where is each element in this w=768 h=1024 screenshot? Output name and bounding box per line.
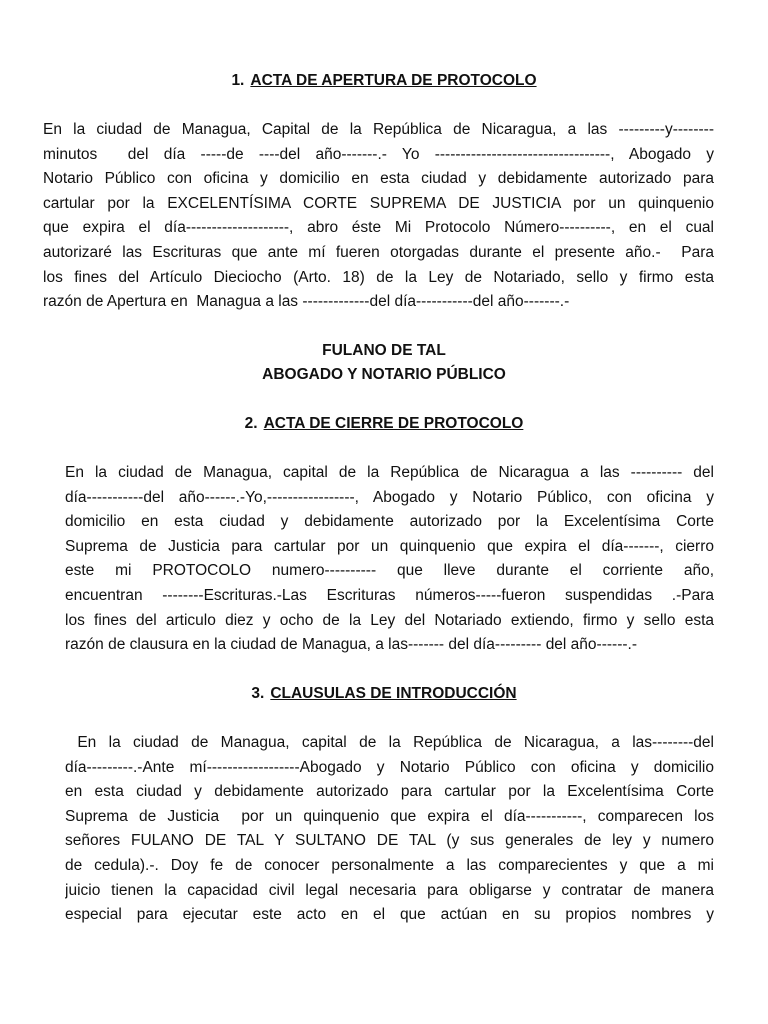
paragraph-line: domicilio en esta ciudad y debidamente autorizado por la Excelentísima Corte [65, 513, 714, 531]
paragraph-line: cartular por la EXCELENTÍSIMA CORTE SUPREMA DE JUSTICIA por un quinquenio [43, 194, 714, 212]
signature-name: FULANO DE TAL [322, 342, 446, 359]
signature-role: ABOGADO Y NOTARIO PÚBLICO [262, 366, 506, 383]
signature-block [0, 339, 768, 387]
paragraph-line: este mi PROTOCOLO numero---------- que lleve durante el corriente año, [65, 562, 714, 580]
paragraph-line: Notario Público con oficina y domicilio en esta ciudad y debidamente autorizado para [43, 170, 714, 188]
paragraph-line: Suprema de Justicia para cartular por un quinquenio que expira el día-------, cierro [65, 537, 714, 555]
paragraph-line: En la ciudad de Managua, capital de la República de Nicaragua a las ---------- del [65, 464, 714, 481]
paragraph-line: que expira el día--------------------, abro éste Mi Protocolo Número----------, en el cual [43, 219, 714, 237]
paragraph-line: juicio tienen la capacidad civil legal necesaria para obligarse y contratar de manera [65, 881, 714, 899]
paragraph-line: los fines del Artículo Dieciocho (Arto. 18) de la Ley de Notariado, sello y firmo esta [43, 268, 714, 286]
section-3-heading [0, 684, 768, 704]
paragraph-line: en esta ciudad y debidamente autorizado para cartular por la Excelentísima Corte [65, 783, 714, 801]
paragraph-line: autorizaré las Escrituras que ante mí fueren otorgadas durante el presente año.- Para [43, 243, 714, 261]
paragraph-line: Suprema de Justicia por un quinquenio que expira el día-----------, comparecen los [65, 807, 714, 825]
paragraph-line: los fines del articulo diez y ocho de la Ley del Notariado extiendo, firmo y sello esta [65, 611, 714, 629]
paragraph-line: En la ciudad de Managua, Capital de la República de Nicaragua, a las ---------y-------- [43, 121, 714, 138]
section-1-heading [0, 71, 768, 91]
paragraph-line: señores FULANO DE TAL Y SULTANO DE TAL (y sus generales de ley y numero [65, 832, 714, 850]
paragraph-line: razón de clausura en la ciudad de Managua, a las------- del día--------- del año------.- [65, 636, 637, 654]
paragraph-line: día---------.-Ante mí------------------Abogado y Notario Público con oficina y domicilio [65, 758, 714, 776]
section-3-paragraph [65, 731, 714, 928]
section-2-paragraph [65, 461, 714, 658]
paragraph-line: En la ciudad de Managua, capital de la República de Nicaragua, a las--------del [65, 734, 714, 751]
section-2-heading [0, 414, 768, 434]
section-1-paragraph [43, 118, 714, 315]
section-3-number: 3. [251, 685, 265, 702]
section-2-title: ACTA DE CIERRE DE PROTOCOLO [263, 415, 524, 432]
paragraph-line: especial para ejecutar este acto en el que actúan en su propios nombres y [65, 906, 714, 924]
paragraph-line: minutos del día -----de ----del año-------.- Yo ----------------------------------, Abogado y [43, 145, 714, 163]
section-3-title: CLAUSULAS DE INTRODUCCIÓN [270, 685, 517, 702]
section-2-number: 2. [244, 415, 258, 432]
paragraph-line: día-----------del año------.-Yo,-----------------, Abogado y Notario Público, con oficina y [65, 488, 714, 506]
section-1-title: ACTA DE APERTURA DE PROTOCOLO [250, 72, 537, 89]
section-1-number: 1. [231, 72, 245, 89]
paragraph-line: de cedula).-. Doy fe de conocer personalmente a las comparecientes y que a mi [65, 856, 714, 874]
paragraph-line: razón de Apertura en Managua a las -------------del día-----------del año-------.- [43, 293, 570, 311]
paragraph-line: encuentran --------Escrituras.-Las Escrituras números-----fueron suspendidas .-Para [65, 586, 714, 604]
